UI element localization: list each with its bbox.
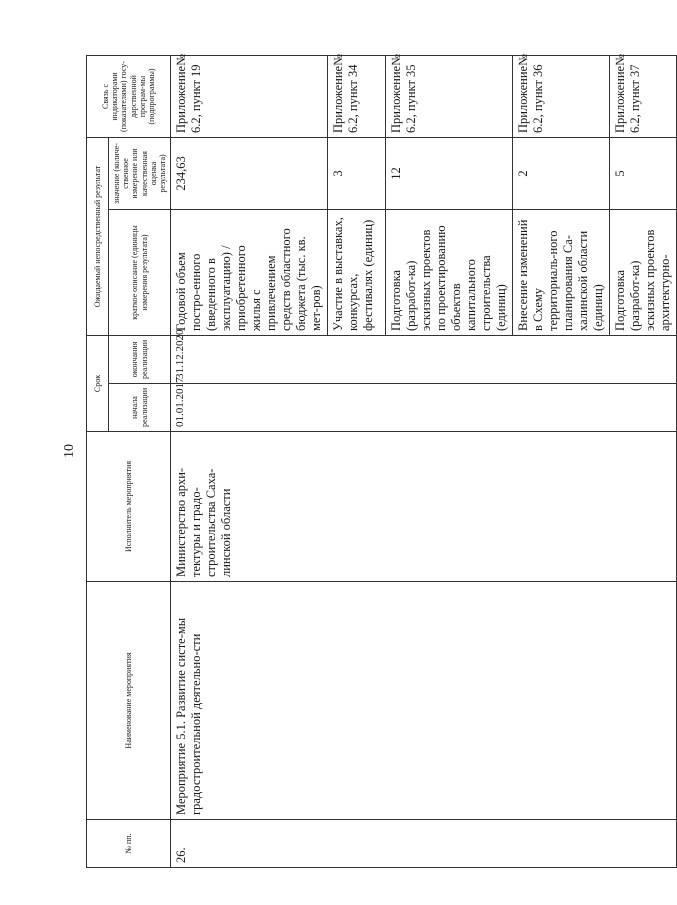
row-start: 01.01.2017 [171, 384, 677, 432]
header-result-value: значение (количе-ственное измерение или качественная оценка результата) [109, 137, 171, 209]
page-number: 10 [62, 444, 77, 458]
measures-table [86, 55, 677, 868]
header-result-desc: краткое описание (единицы измерения результата) [109, 209, 171, 335]
result-link-3: Приложение№ 6.2, пункт 35 [386, 55, 513, 137]
row-num: 26. [171, 820, 677, 868]
header-link: Связь с индикаторами (показателями) госу-дарственной програм-мы (подпрограммы) [87, 55, 171, 137]
result-desc-5: Подготовка (разработ-ка) эскизных проектов архитектурно- [610, 209, 677, 335]
result-value-4: 2 [513, 137, 610, 209]
row-executor: Министерство архи-тектуры и градо-строительства Саха-линской области [171, 432, 677, 582]
header-term-start: начала реализации [109, 384, 171, 432]
header-executor: Исполнитель мероприятия [87, 432, 171, 582]
result-value-1: 234,63 [171, 137, 328, 209]
result-link-2: Приложение№ 6.2, пункт 34 [328, 55, 386, 137]
result-value-5: 5 [610, 137, 677, 209]
result-desc-2: Участие в выставках, конкурсах, фестивалях (единиц) [328, 209, 386, 335]
header-row-1 [87, 55, 109, 867]
header-name: Наименование мероприятия [87, 582, 171, 820]
row-name: Мероприятие 5.1. Развитие систе-мы градостроительной деятельно-сти [171, 582, 677, 820]
header-result: Ожидаемый непосредственный результат [87, 137, 109, 335]
row-end: 31.12.2020 [171, 335, 677, 383]
result-link-1: Приложение№ 6.2, пункт 19 [171, 55, 328, 137]
rotated-table-wrapper [86, 53, 673, 868]
header-term-end: окончания реализации [109, 335, 171, 383]
table-row [171, 55, 328, 867]
result-value-3: 12 [386, 137, 513, 209]
result-value-2: 3 [328, 137, 386, 209]
result-desc-1: Годовой объем постро-енного (введенного в эксплуатацию) /приобретенного жилья с привлечением средств областного бюджета (тыс. кв. мет-ров) [171, 209, 328, 335]
header-term: Срок [87, 335, 109, 431]
result-desc-3: Подготовка (разработ-ка) эскизных проектов по проектированию объектов капитального строительства (единиц) [386, 209, 513, 335]
result-desc-4: Внесение изменений в Схему территориаль-ного планирования Са-халинской области (единиц) [513, 209, 610, 335]
result-link-5: Приложение№ 6.2, пункт 37 [610, 55, 677, 137]
header-num: № пп. [87, 820, 171, 868]
result-link-4: Приложение№ 6.2, пункт 36 [513, 55, 610, 137]
